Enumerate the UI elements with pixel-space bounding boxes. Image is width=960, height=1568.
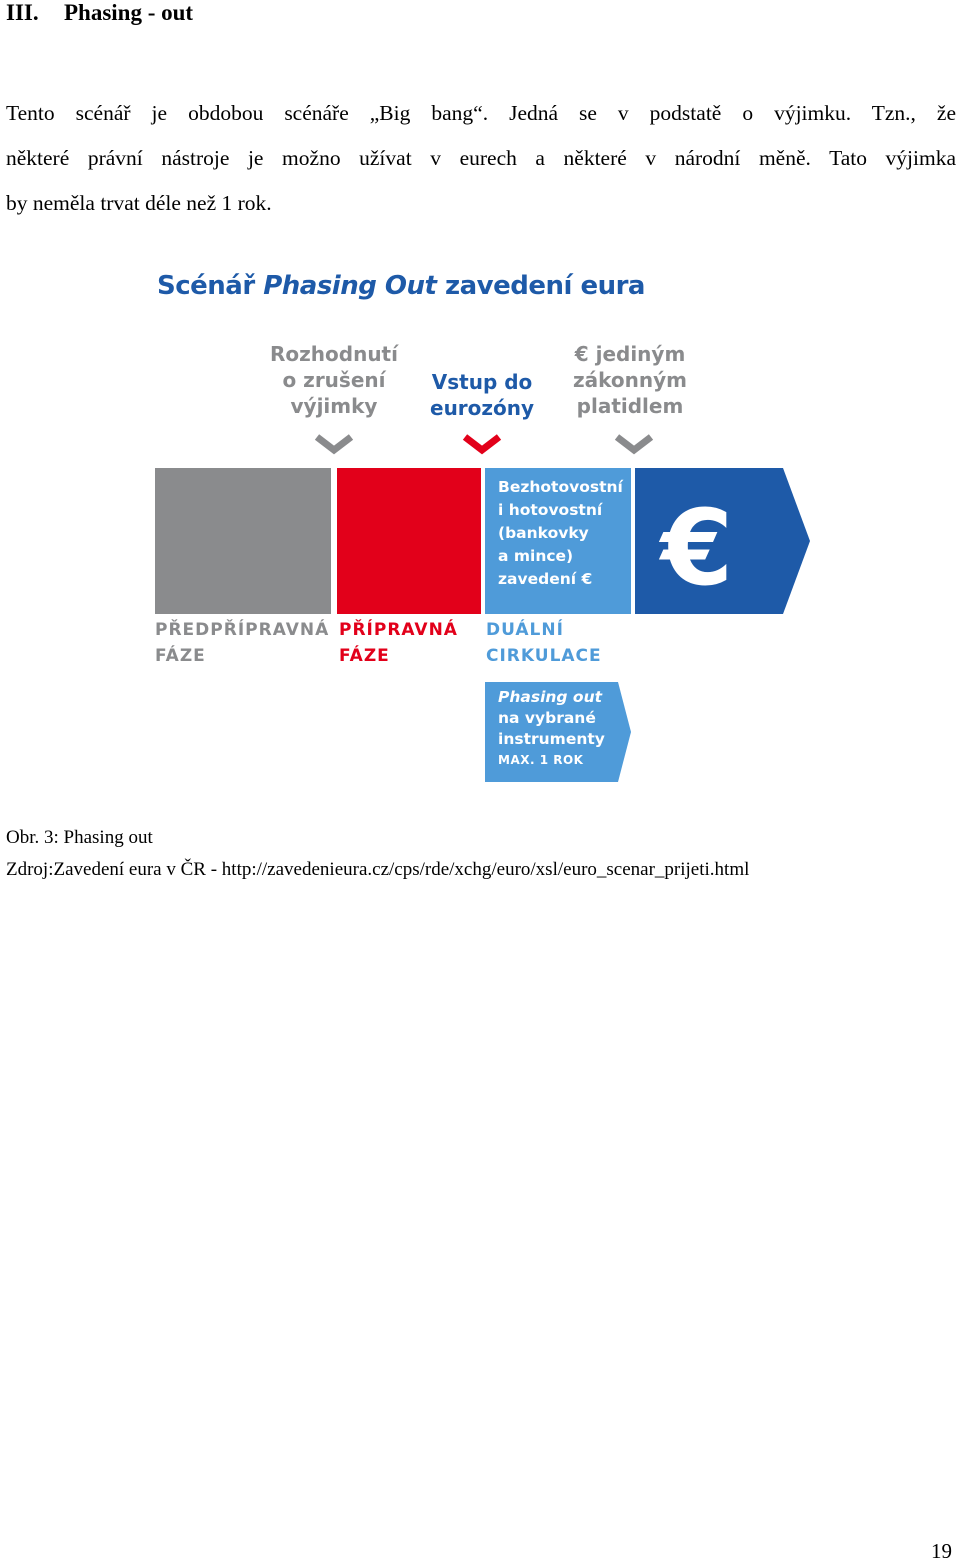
section-title: Phasing - out — [64, 0, 194, 25]
paragraph-line: by neměla trvat déle než 1 rok. — [6, 191, 272, 215]
phasing-out-diagram — [155, 265, 815, 785]
section-number: III. — [6, 0, 39, 25]
paragraph-line: některé právní nástroje je možno užívat v eurech a některé v národní měně. Tato výjimka — [6, 146, 956, 170]
chevron-down-icon — [461, 433, 503, 455]
milestone-sole-tender: € jediným zákonným platidlem — [573, 342, 687, 418]
paragraph-line: Tento scénář je obdobou scénáře „Big bang“. Jedná se v podstatě o výjimku. Tzn., že — [6, 101, 956, 125]
figure-label: Obr. 3: Phasing out — [6, 827, 153, 848]
milestone-eurozone-entry: Vstup do eurozóny — [430, 370, 535, 420]
chevron-down-icon — [613, 433, 655, 455]
chevron-down-icon — [313, 433, 355, 455]
diagram-title: Scénář Phasing Out zavedení eura — [157, 271, 645, 301]
figure-source: Zdroj:Zavedení eura v ČR - http://zavedenieura.cz/cps/rde/xchg/euro/xsl/euro_scenar_prijeti.html — [6, 859, 750, 880]
euro-arrow-block — [635, 468, 810, 614]
euro-icon: € — [660, 487, 734, 609]
section-heading — [6, 0, 193, 26]
phase-label-dual: DUÁLNÍ CIRKULACE — [486, 620, 602, 666]
preparatory-pre-phase-block — [155, 468, 331, 614]
cash-introduction-block: Bezhotovostní i hotovostní (bankovky a mince) zavedení € — [485, 468, 631, 614]
phase-label-prepre: PŘEDPŘÍPRAVNÁ FÁZE — [155, 620, 330, 666]
preparatory-phase-block — [337, 468, 481, 614]
phasing-out-box: Phasing out na vybrané instrumenty MAX. 1 ROK — [485, 682, 631, 782]
milestone-decision: Rozhodnutí o zrušení výjimky — [270, 342, 398, 418]
body-paragraph — [6, 91, 956, 226]
figure-caption — [6, 822, 749, 886]
page-number: 19 — [931, 1539, 952, 1563]
phase-label-prep: PŘÍPRAVNÁ FÁZE — [339, 620, 458, 666]
